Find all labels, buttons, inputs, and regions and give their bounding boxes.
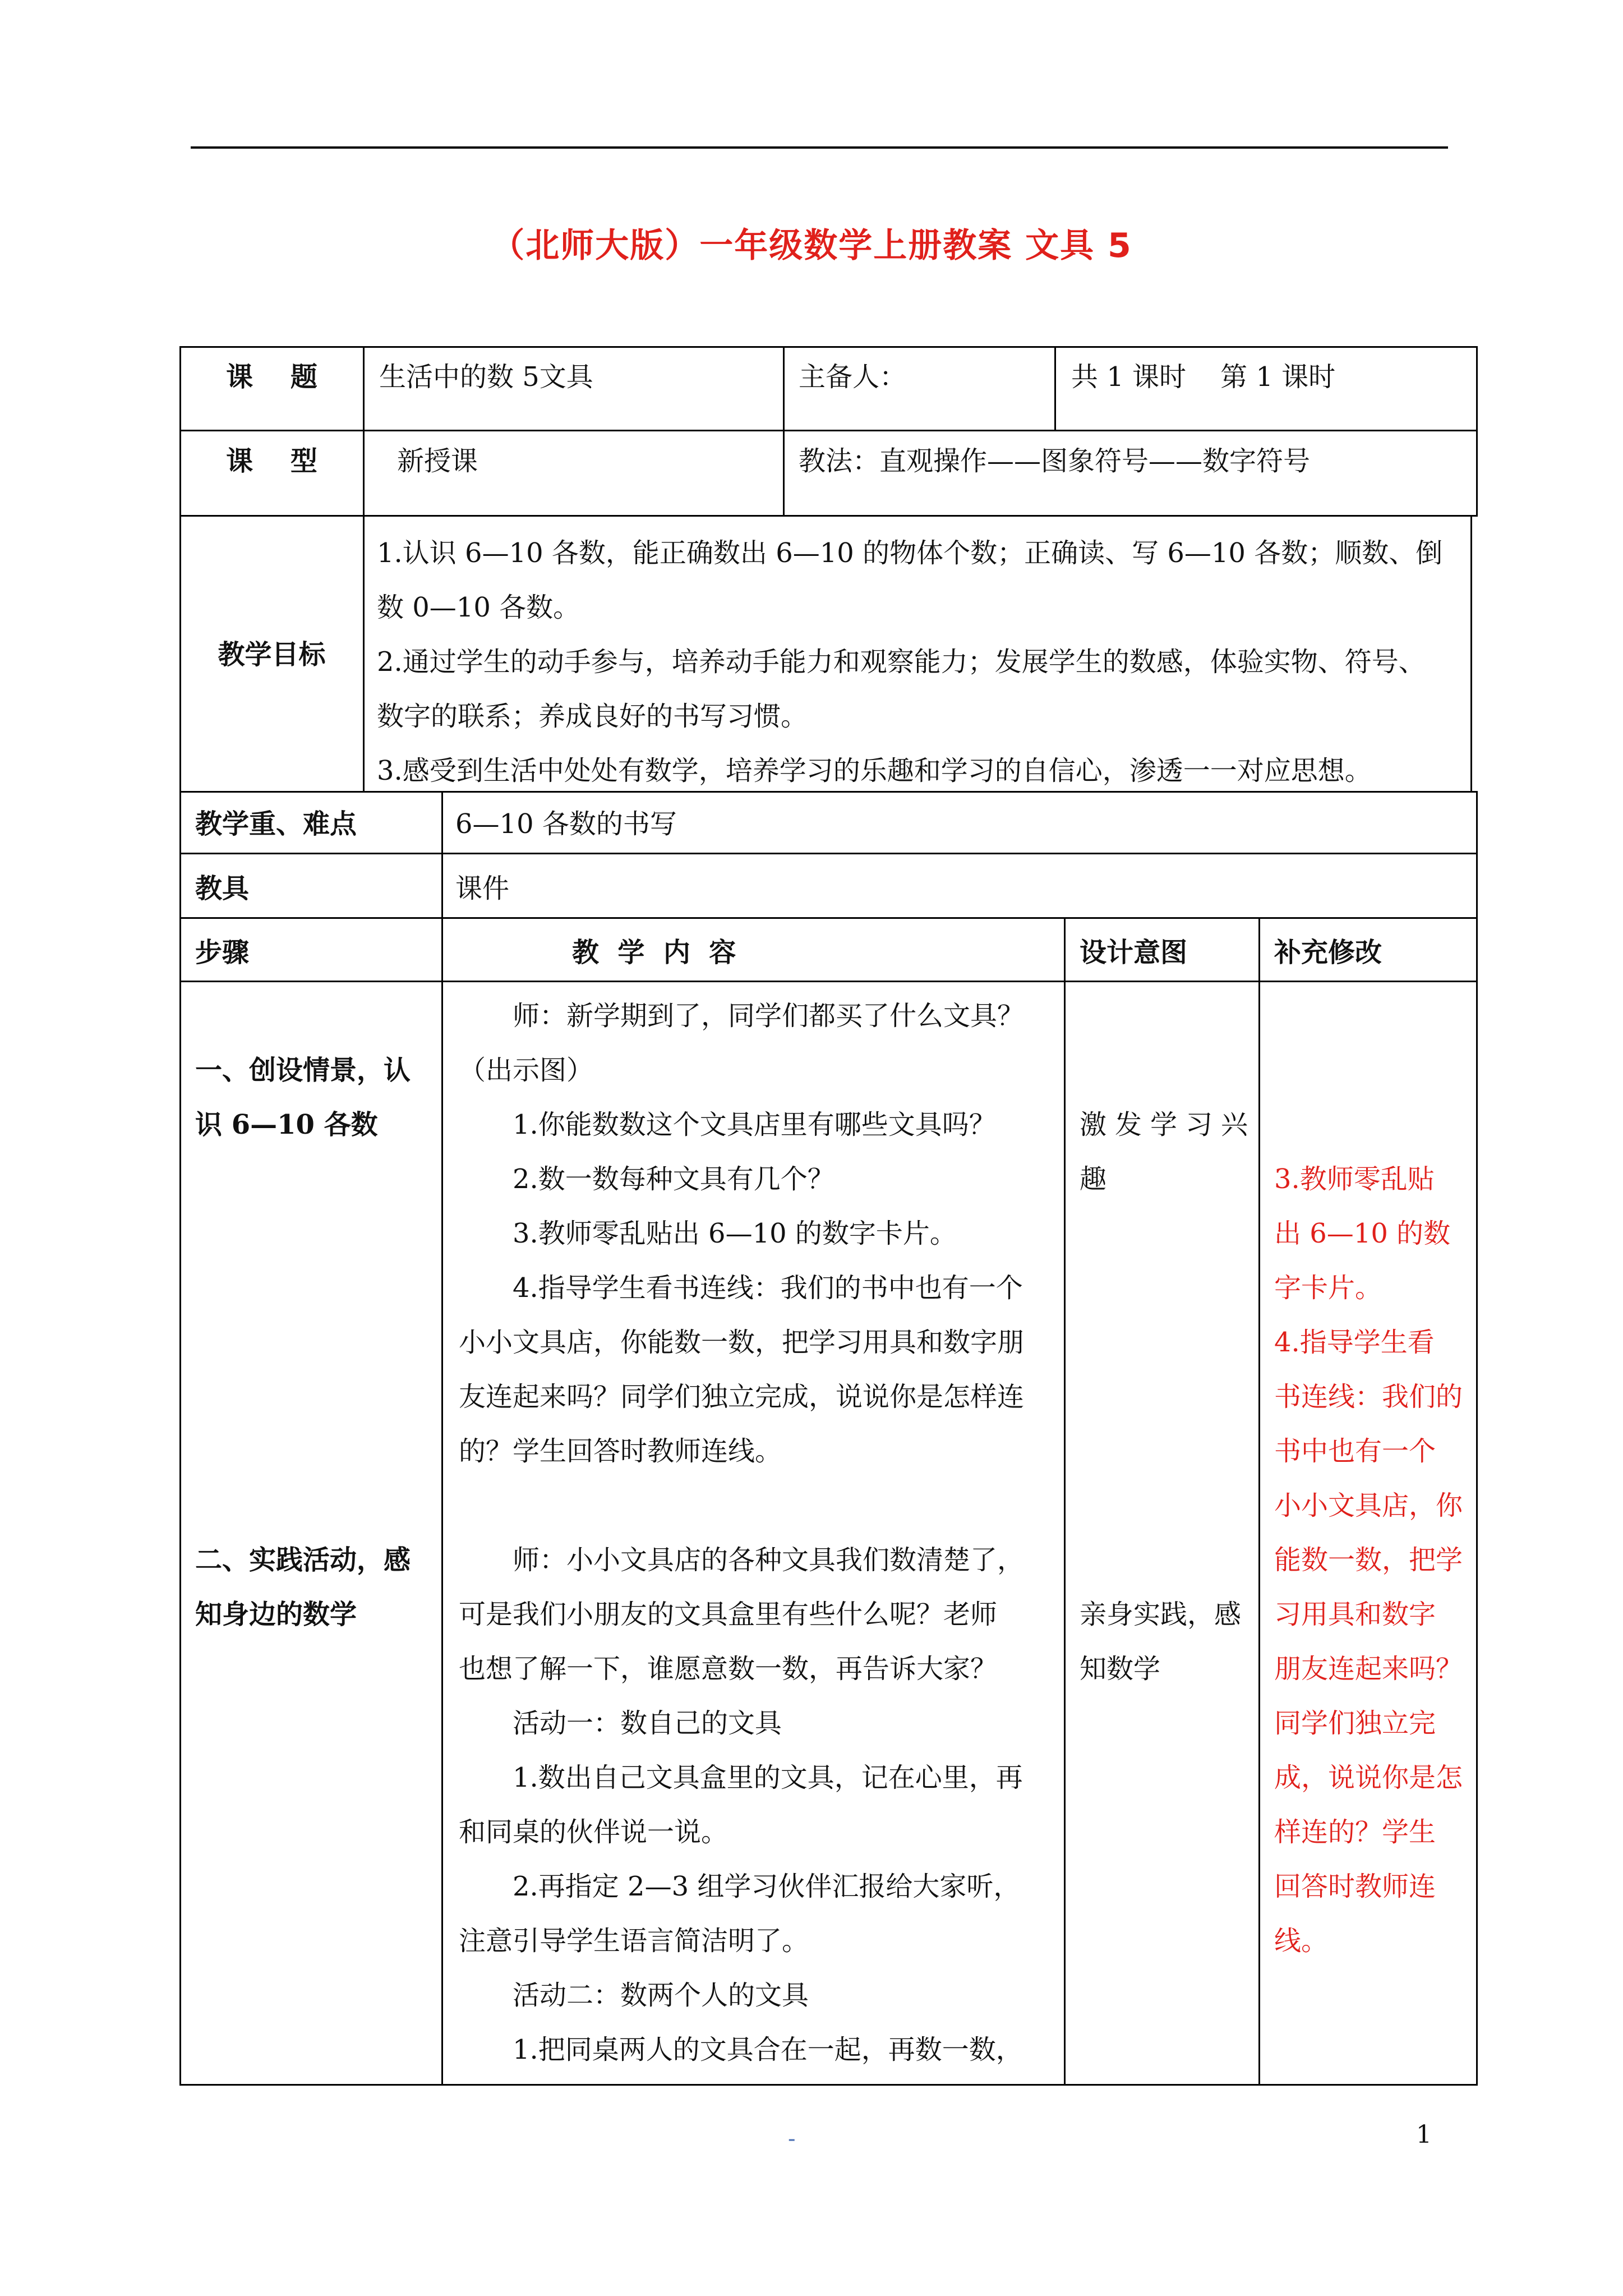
content-line: 1.你能数数这个文具店里有哪些文具吗？ (513, 1109, 996, 1140)
table-border (1470, 515, 1472, 793)
step-two (195, 1533, 436, 1642)
step-two-line: 二、实践活动，感 (195, 1544, 411, 1576)
page-title: （北师大版）一年级数学上册教案 文具 5 (491, 226, 1132, 265)
footer-mark: - (788, 2126, 796, 2152)
supplement-line: 小小文具店，你 (1274, 1490, 1463, 1521)
page-number: 1 (1416, 2120, 1432, 2149)
lesson-hours: 共 1 课时 第 1 课时 (1071, 361, 1336, 393)
table-border (441, 791, 443, 2086)
content-line: 1.把同桌两人的文具合在一起，再数一数， (513, 2034, 1023, 2065)
table-border (179, 346, 1478, 348)
header-supplement: 补充修改 (1274, 937, 1382, 968)
supplement-line: 同学们独立完 (1274, 1708, 1436, 1739)
supplement-notes (1274, 1152, 1465, 1968)
content-line: 活动一：数自己的文具 (513, 1708, 782, 1739)
content-line: 和同桌的伙伴说一说。 (459, 1816, 728, 1848)
content-line: 2.数一数每种文具有几个？ (513, 1163, 834, 1195)
supplement-line: 出 6—10 的数 (1274, 1218, 1451, 1249)
supplement-line: 4.指导学生看 (1274, 1327, 1435, 1358)
goals-line: 数字的联系；养成良好的书写习惯。 (377, 701, 808, 732)
tools-value: 课件 (455, 873, 510, 904)
supplement-line: 成，说说你是怎 (1274, 1762, 1463, 1793)
goals-line: 3.感受到生活中处处有数学，培养学习的乐趣和学习的自信心，渗透一一对应思想。 (377, 755, 1372, 786)
header-content: 教 学 内 容 (572, 937, 736, 968)
key-points-label: 教学重、难点 (195, 808, 357, 840)
supplement-line: 能数一数，把学 (1274, 1544, 1463, 1576)
supplement-line: 回答时教师连 (1274, 1871, 1436, 1902)
supplement-line: 3.教师零乱贴 (1274, 1163, 1435, 1195)
topic-label: 课 题 (226, 361, 317, 393)
table-border (1476, 791, 1478, 2086)
header-rule (191, 146, 1448, 149)
goals-line: 1.认识 6—10 各数，能正确数出 6—10 的物体个数；正确读、写 6—10 各数；顺数、倒 (377, 537, 1443, 569)
content-line: 活动二：数两个人的文具 (513, 1980, 809, 2011)
content-line (459, 1479, 1053, 1533)
supplement-line: 书中也有一个 (1274, 1435, 1436, 1467)
table-border (179, 917, 1478, 919)
goals-text (377, 526, 1462, 798)
supplement-line: 书连线：我们的 (1274, 1381, 1463, 1412)
table-border (179, 430, 1478, 431)
intent-two-line: 亲身实践，感 (1080, 1599, 1242, 1630)
step-one-line: 识 6—10 各数 (195, 1109, 378, 1140)
table-border (179, 346, 181, 2085)
table-border (179, 515, 1478, 517)
content-line: 可是我们小朋友的文具盒里有些什么呢？老师 (459, 1599, 998, 1630)
step-one-line: 一、创设情景，认 (195, 1055, 411, 1086)
content-line: 的？学生回答时教师连线。 (459, 1435, 782, 1467)
content-line: 1.数出自己文具盒里的文具，记在心里，再 (513, 1762, 1023, 1793)
table-border (179, 981, 1478, 982)
content-line: 师：新学期到了，同学们都买了什么文具？ (513, 1000, 1025, 1032)
content-line: 3.教师零乱贴出 6—10 的数字卡片。 (513, 1218, 957, 1249)
table-border (1258, 917, 1260, 2086)
teaching-method: 教法：直观操作——图象符号——数字符号 (799, 445, 1311, 477)
intent-one (1080, 1098, 1248, 1207)
goals-label: 教学目标 (218, 639, 326, 670)
intent-one-line: 趣 (1080, 1163, 1107, 1195)
key-points-value: 6—10 各数的书写 (455, 808, 677, 840)
intent-two (1080, 1588, 1248, 1696)
goals-line: 2.通过学生的动手参与，培养动手能力和观察能力；发展学生的数感，体验实物、符号、 (377, 646, 1426, 678)
teaching-content (459, 989, 1053, 2077)
topic-value: 生活中的数 5文具 (379, 361, 593, 393)
content-line: 小小文具店，你能数一数，把学习用具和数字朋 (459, 1327, 1025, 1358)
supplement-line: 朋友连起来吗？ (1274, 1653, 1463, 1685)
content-line: 师：小小文具店的各种文具我们数清楚了， (513, 1544, 1025, 1576)
supplement-line: 习用具和数字 (1274, 1599, 1436, 1630)
table-border (1054, 346, 1056, 431)
intent-one-line: 激发学习兴 (1080, 1109, 1248, 1140)
table-border (179, 853, 1478, 854)
content-line: 2.再指定 2—3 组学习伙伴汇报给大家听， (513, 1871, 1021, 1902)
type-label: 课 型 (226, 445, 317, 477)
content-line: （出示图） (459, 1055, 594, 1086)
table-border (1476, 346, 1478, 517)
content-line: 注意引导学生语言简洁明了。 (459, 1925, 809, 1957)
intent-two-line: 知数学 (1080, 1653, 1161, 1685)
step-two-line: 知身边的数学 (195, 1599, 357, 1630)
supplement-line: 线。 (1274, 1925, 1329, 1957)
tools-label: 教具 (195, 873, 250, 904)
header-steps: 步骤 (195, 937, 250, 968)
table-border (1064, 917, 1066, 2086)
table-border (363, 346, 365, 793)
content-line: 也想了解一下，谁愿意数一数，再告诉大家？ (459, 1653, 998, 1685)
table-border (179, 2084, 1478, 2086)
content-line: 友连起来吗？同学们独立完成，说说你是怎样连 (459, 1381, 1025, 1412)
type-value: 新授课 (397, 445, 478, 477)
step-one (195, 1043, 436, 1152)
supplement-line: 字卡片。 (1274, 1272, 1382, 1304)
preparer-label: 主备人： (799, 361, 907, 393)
header-intent: 设计意图 (1080, 937, 1188, 968)
table-border (783, 346, 785, 517)
goals-line: 数 0—10 各数。 (377, 592, 580, 623)
content-line: 4.指导学生看书连线：我们的书中也有一个 (513, 1272, 1023, 1304)
supplement-line: 样连的？学生 (1274, 1816, 1436, 1848)
